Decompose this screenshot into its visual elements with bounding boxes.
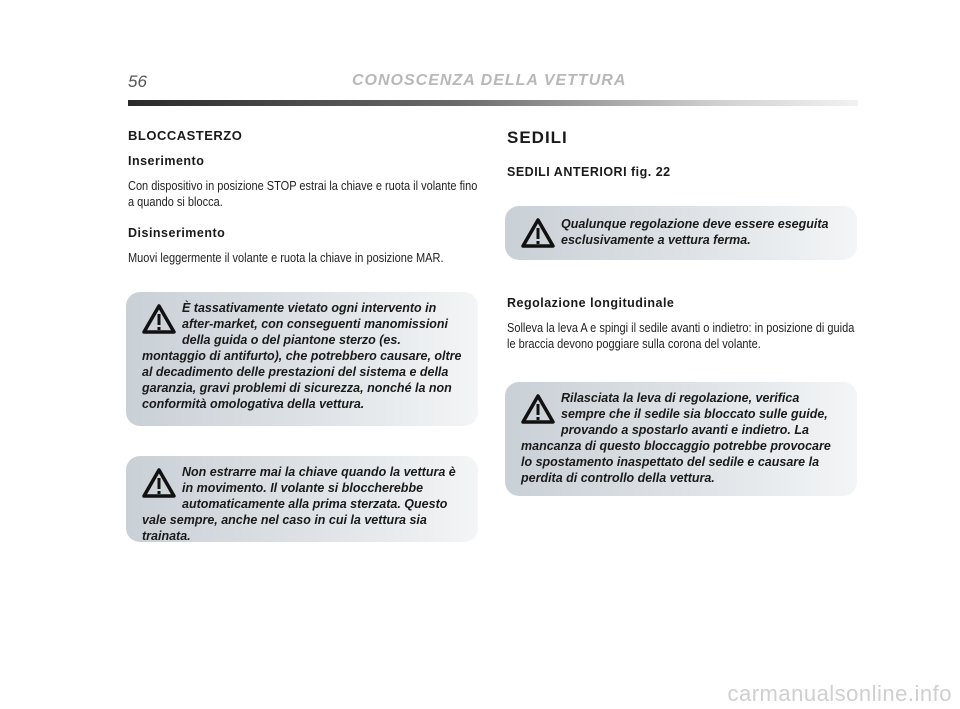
watermark: carmanualsonline.info <box>727 681 952 706</box>
subheading-inserimento: Inserimento <box>128 154 205 168</box>
warning-box-bloccaggio <box>505 382 857 496</box>
page-number: 56 <box>128 72 147 91</box>
disinserimento-text: Muovi leggermente il volante e ruota la chiave in posizione MAR. <box>128 251 444 265</box>
section-title-bloccasterzo: BLOCCASTERZO <box>128 128 243 143</box>
header-rule <box>128 100 858 106</box>
inserimento-text: Con dispositivo in posizione STOP estrai la chiave e ruota il volante fino a quando si blocca. <box>128 179 478 209</box>
warning-text-aftermarket: È tassativamente vietato ogni intervento in after-market, con conseguenti manomissioni della guida o del piantone sterzo (es. montaggio di antifurto), che potrebbero causare, oltre al decadimento delle prestazioni del sistema e della garanzia, gravi problemi di sicurezza, nonché la non conformità omologativa della vettura. <box>142 301 462 411</box>
page-header-title: CONOSCENZA DELLA VETTURA <box>352 72 627 89</box>
subheading-regolazione-longitudinale: Regolazione longitudinale <box>507 296 675 310</box>
warning-box-vettura-ferma <box>505 206 857 260</box>
warning-box-key <box>126 456 478 542</box>
subsection-title-sedili-anteriori: SEDILI ANTERIORI fig. 22 <box>507 165 671 179</box>
warning-box-aftermarket <box>126 292 478 426</box>
subheading-disinserimento: Disinserimento <box>128 226 226 240</box>
warning-triangle-icon <box>521 218 555 248</box>
regolazione-text: Solleva la leva A e spingi il sedile avanti o indietro: in posizione di guida le braccia devono poggiare sulla corona del volante. <box>507 321 855 351</box>
warning-text-bloccaggio: Rilasciata la leva di regolazione, verifica sempre che il sedile sia bloccato sulle guide, provando a spostarlo avanti e indietro. La mancanza di questo bloccaggio potrebbe provocare lo spostamento inaspettato del sedile e causare la perdita di controllo della vettura. <box>521 391 831 485</box>
section-title-sedili: SEDILI <box>507 128 568 147</box>
warning-text-key: Non estrarre mai la chiave quando la vettura è in movimento. Il volante si bloccherebbe automaticamente alla prima sterzata. Questo vale sempre, anche nel caso in cui la vettura sia trainata. <box>142 465 456 543</box>
warning-text-vettura-ferma: Qualunque regolazione deve essere eseguita esclusivamente a vettura ferma. <box>561 217 829 247</box>
